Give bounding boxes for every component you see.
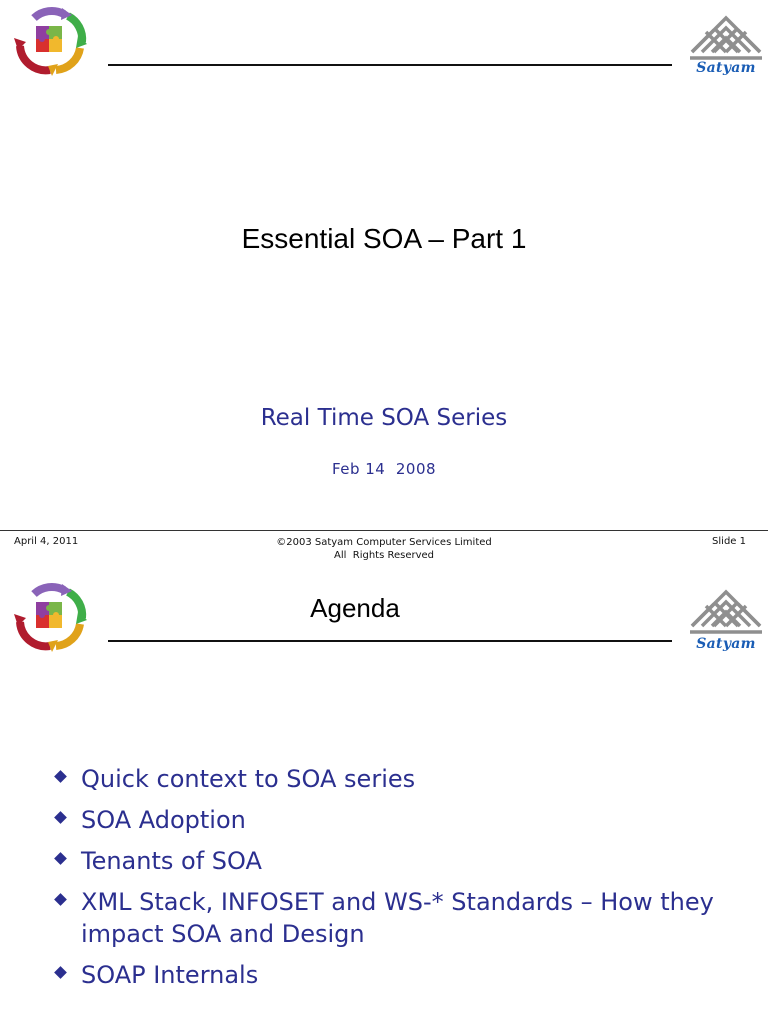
agenda-list: [52, 763, 732, 1000]
satyam-lattice-icon: [688, 8, 764, 60]
copyright-line-1: ©2003 Satyam Computer Services Limited: [276, 537, 492, 548]
footer-copyright: [0, 536, 768, 562]
list-item: [52, 959, 732, 991]
agenda-item-text: SOAP Internals: [81, 961, 259, 989]
copyright-line-2: All Rights Reserved: [333, 550, 435, 561]
footer-slide-number: Slide 1: [712, 536, 746, 547]
agenda-item-text: XML Stack, INFOSET and WS-* Standards – How they impact SOA and Design: [81, 888, 714, 948]
list-item: [52, 886, 732, 950]
slide-subtitle: Real Time SOA Series: [260, 405, 508, 431]
footer-divider: [0, 530, 768, 531]
header-rule: [108, 64, 672, 66]
diamond-bullet-icon: [54, 966, 67, 979]
diamond-bullet-icon: [54, 770, 67, 783]
agenda-item-text: Tenants of SOA: [81, 847, 262, 875]
slide-title: Essential SOA – Part 1: [241, 223, 527, 254]
satyam-lattice-icon: [688, 582, 764, 634]
diamond-bullet-icon: [54, 852, 67, 865]
list-item: [52, 763, 732, 795]
satyam-logo: [688, 8, 764, 80]
brand-name: Satyam: [696, 60, 756, 76]
list-item: [52, 804, 732, 836]
diamond-bullet-icon: [54, 893, 67, 906]
slide-date: Feb 14 2008: [331, 460, 437, 478]
slide-2: [0, 576, 768, 1024]
agenda-item-text: Quick context to SOA series: [81, 765, 416, 793]
header-rule: [108, 640, 672, 642]
brand-name: Satyam: [696, 636, 756, 652]
list-item: [52, 845, 732, 877]
diamond-bullet-icon: [54, 811, 67, 824]
satyam-logo: [688, 582, 764, 654]
puzzle-cycle-icon: [12, 6, 88, 78]
footer-date: April 4, 2011: [14, 536, 79, 547]
agenda-item-text: SOA Adoption: [81, 806, 246, 834]
slide-title: Agenda: [310, 593, 400, 623]
